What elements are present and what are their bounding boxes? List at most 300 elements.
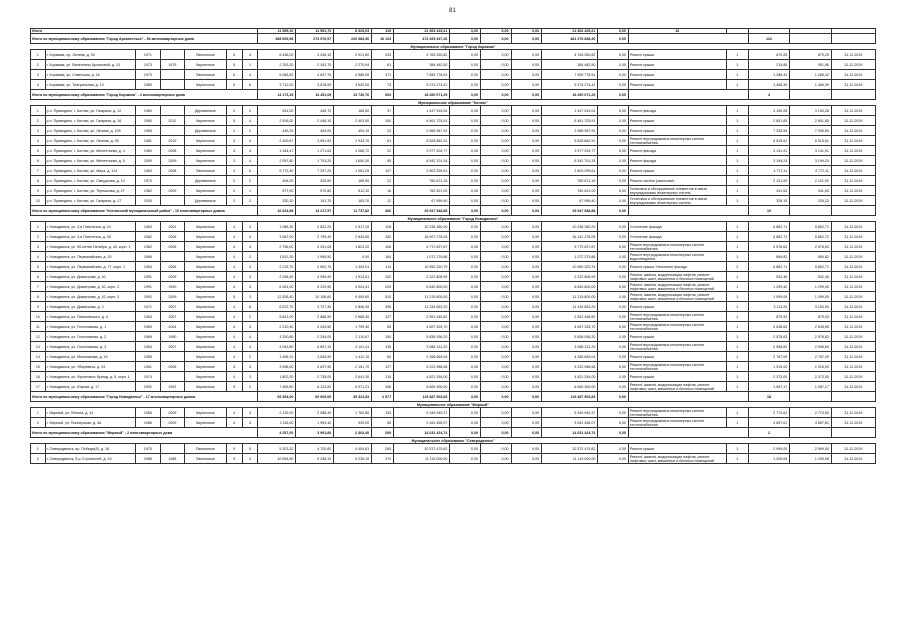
table-cell: г. Новодвинск, ул. 50-летия Октября, д. 40, корп. 1	[45, 242, 135, 252]
table-cell: 0,00	[511, 60, 542, 70]
table-cell: 0,00	[598, 80, 629, 90]
table-cell: 531,00	[258, 106, 296, 116]
table-cell: 0,00	[511, 252, 542, 262]
table-cell: 4 096,90	[296, 272, 334, 282]
total-value: 0,00	[480, 206, 511, 216]
table-cell: 0,00	[511, 136, 542, 146]
table-cell: 9	[31, 302, 46, 312]
table-cell: 2 253,20	[258, 60, 296, 70]
table-cell: 1 087,17	[790, 382, 832, 392]
table-cell: г. Мирный, ул. Ленина, д. 41	[45, 408, 135, 418]
table-cell: 2 222 806,99	[394, 272, 450, 282]
table-cell: 0,00	[480, 146, 511, 156]
table-row	[31, 262, 876, 272]
table-cell: 1959	[136, 156, 160, 166]
table-cell: 164	[372, 252, 394, 262]
table-cell: Кирпичные	[185, 312, 227, 322]
table-cell: 5 374 274,41	[394, 80, 450, 90]
table-cell: 1	[726, 322, 748, 332]
total-value: 13 451,09	[296, 90, 334, 100]
table-cell: 0,00	[480, 292, 511, 302]
table-cell: 1 288,42	[748, 70, 790, 80]
table-cell: 2 735,00	[296, 372, 334, 382]
table-cell: 0,00	[511, 272, 542, 282]
table-cell	[160, 444, 184, 454]
table-cell: 0,00	[450, 146, 481, 156]
table-cell: 2	[242, 106, 258, 116]
table-cell: г. Новодвинск, ул. Гоночникова, д. 1	[45, 322, 135, 332]
table-cell: 3 712,02	[258, 80, 296, 90]
table-cell: 2 222 806,99	[542, 272, 598, 282]
table-cell: 0,00	[450, 70, 481, 80]
table-cell: 3	[242, 372, 258, 382]
table-cell: 2 822,20	[296, 222, 334, 232]
empty-cell	[790, 34, 832, 44]
table-cell: 0,00	[450, 232, 481, 242]
table-cell: 0,00	[511, 146, 542, 156]
table-cell: 782 521,00	[394, 186, 450, 196]
table-cell: 6	[242, 166, 258, 176]
table-cell: 9 258,10	[296, 454, 334, 464]
table-cell: 6 438,00	[258, 50, 296, 60]
table-cell: 0,00	[598, 252, 629, 262]
table-cell: 3 088 131,20	[394, 342, 450, 352]
table-cell: 127	[372, 312, 394, 322]
table-cell: 1	[726, 126, 748, 136]
table-cell: 4	[226, 262, 242, 272]
table-cell: 2008	[160, 166, 184, 176]
table-cell: 9	[226, 382, 242, 392]
table-cell: 1 823,20	[334, 242, 372, 252]
table-cell: 0,00	[450, 106, 481, 116]
table-cell: 2007	[160, 312, 184, 322]
table-cell: 6 515,61	[790, 136, 832, 146]
table-cell: 1	[726, 272, 748, 282]
total-value: 3 991,80	[296, 428, 334, 438]
table-cell	[160, 106, 184, 116]
total-value: 0,00	[511, 90, 542, 100]
table-cell: Ремонт, замена, модернизация лифтов, ремонт лифтовых шахт, машинных и блочных помещений	[628, 292, 726, 302]
table-cell: 4 924,41	[334, 282, 372, 292]
table-cell: 0,00	[450, 292, 481, 302]
table-cell: 5 862,72	[790, 262, 832, 272]
table-cell: 2	[242, 176, 258, 186]
table-cell: 7 459,60	[258, 382, 296, 392]
table-cell: 1 447 515,04	[542, 106, 598, 116]
table-cell: р.п. Приводино, г. Котлас, ул. Терешкова, д. 27	[45, 186, 135, 196]
table-cell: 1	[31, 408, 46, 418]
table-cell: 7 555 778,51	[542, 70, 598, 80]
table-cell: 2 651,65	[790, 116, 832, 126]
table-cell: 61	[372, 136, 394, 146]
table-cell: 32 572 479,82	[394, 444, 450, 454]
table-cell: 404,00	[296, 126, 334, 136]
table-cell: 31.12.2019	[831, 302, 875, 312]
table-cell: 2 151,70	[334, 362, 372, 372]
table-cell: 2	[242, 352, 258, 362]
table-cell: 6 123,60	[296, 382, 334, 392]
table-cell	[160, 352, 184, 362]
table-cell: Ремонт крыши	[628, 352, 726, 362]
table-cell: 2	[726, 262, 748, 272]
table-cell: 5 349 949,37	[394, 408, 450, 418]
table-cell: Кирпичные	[185, 60, 227, 70]
table-cell: Ремонт внутридомовых инженерных систем теплоснабжения	[628, 242, 726, 252]
table-cell	[160, 176, 184, 186]
table-cell: 1 205,08	[790, 454, 832, 464]
table-cell: 0,00	[450, 332, 481, 342]
table-row	[31, 136, 876, 146]
empty-cell	[790, 206, 832, 216]
table-cell: 0,00	[598, 222, 629, 232]
table-row	[31, 196, 876, 206]
table-row	[31, 418, 876, 428]
table-cell: 2	[242, 312, 258, 322]
total-value: 13 217,97	[296, 206, 334, 216]
table-cell: 114	[372, 262, 394, 272]
table-cell: 0,00	[511, 222, 542, 232]
table-cell: 11 334 653,20	[542, 302, 598, 312]
table-cell: 760 671,15	[394, 176, 450, 186]
table-cell: Кирпичные	[185, 116, 227, 126]
table-cell: Панельные	[185, 70, 227, 80]
table-cell: 6 669 300,00	[394, 382, 450, 392]
table-cell: 286	[372, 382, 394, 392]
table-cell: 11 215 800,00	[394, 292, 450, 302]
table-row	[31, 80, 876, 90]
table-cell: 16 907 276,05	[394, 232, 450, 242]
table-cell: 0,00	[598, 282, 629, 292]
table-cell: 5	[226, 80, 242, 90]
table-cell: 870,25	[790, 50, 832, 60]
table-cell: 1961	[136, 362, 160, 372]
table-cell: 9 281 455,07	[394, 418, 450, 428]
total-value: 0,00	[598, 90, 629, 100]
table-cell: 0,00	[511, 332, 542, 342]
table-row	[31, 302, 876, 312]
table-cell: 3	[226, 362, 242, 372]
table-cell: 4	[226, 372, 242, 382]
table-cell: 81	[372, 60, 394, 70]
table-cell: 0,00	[598, 156, 629, 166]
table-cell: 3 977 204,77	[394, 146, 450, 156]
table-cell: 3 067,00	[258, 232, 296, 242]
table-cell: Кирпичные	[185, 282, 227, 292]
table-cell: Ремонт внутридомовых инженерных систем теплоснабжения	[628, 136, 726, 146]
table-cell: 3	[242, 418, 258, 428]
table-cell: 9	[31, 186, 46, 196]
table-cell: 1 072 279,86	[542, 252, 598, 262]
table-cell: 5	[226, 116, 242, 126]
total-row	[31, 34, 876, 44]
table-cell: 1 205,08	[748, 454, 790, 464]
table-cell: 870,25	[748, 50, 790, 60]
table-cell: 31.12.2019	[831, 146, 875, 156]
table-cell: Кирпичные	[185, 146, 227, 156]
table-cell: 8	[31, 176, 46, 186]
table-cell: 3 141,91	[790, 146, 832, 156]
table-cell: г. Новодвинск, ул. Южная, д. 17	[45, 382, 135, 392]
table-cell: 0,00	[480, 312, 511, 322]
table-row	[31, 342, 876, 352]
table-cell: 2006	[160, 242, 184, 252]
table-cell: 16	[31, 372, 46, 382]
table-cell: 0,00	[598, 444, 629, 454]
table-cell: 5 323,32	[258, 444, 296, 454]
total-value: 0,00	[450, 29, 481, 34]
table-cell: 2 637,90	[296, 362, 334, 372]
table-cell: 512,30	[334, 186, 372, 196]
table-cell: 2 774,63	[748, 408, 790, 418]
table-cell: 0,00	[480, 252, 511, 262]
table-cell: 2 097,60	[258, 156, 296, 166]
table-cell: 2 578,63	[748, 242, 790, 252]
table-cell: 0,00	[450, 196, 481, 206]
table-row	[31, 372, 876, 382]
table-cell	[160, 126, 184, 136]
table-cell: 7 555 778,51	[394, 70, 450, 80]
section-title: Муниципальное образование "Город Новодвинск"	[31, 216, 876, 222]
table-cell: 233	[372, 50, 394, 60]
table-cell: 1934	[136, 196, 160, 206]
table-cell: 5 772,40	[258, 166, 296, 176]
table-cell: 1969	[136, 322, 160, 332]
table-cell: Деревянные	[185, 106, 227, 116]
table-cell: Ремонт фасада	[628, 156, 726, 166]
table-cell: Ремонт фасада	[628, 106, 726, 116]
table-cell: Ремонт внутридомовых инженерных систем теплоснабжения	[628, 312, 726, 322]
table-cell: 6 669 300,00	[542, 382, 598, 392]
table-cell: 2 191,00	[790, 176, 832, 186]
table-cell: 11	[31, 322, 46, 332]
table-cell: 9 235,10	[334, 454, 372, 464]
table-cell: 5 772 637,87	[394, 242, 450, 252]
page-number: 81	[449, 8, 456, 14]
table-cell: 3	[242, 272, 258, 282]
table-cell: 0,00	[598, 116, 629, 126]
table-cell: 4	[226, 322, 242, 332]
table-cell: р.п. Приводино, г. Котлас, ул. Свердлова, д. 10	[45, 176, 135, 186]
table-cell: 0,00	[450, 126, 481, 136]
total-value: 2	[748, 428, 790, 438]
total-value: 604	[372, 90, 394, 100]
total-row	[31, 206, 876, 216]
table-cell: 0,00	[480, 106, 511, 116]
table-cell: 0,00	[511, 292, 542, 302]
table-cell: 2001	[160, 222, 184, 232]
table-cell: 1962	[136, 242, 160, 252]
table-cell: 1 802,20	[258, 372, 296, 382]
table-cell: Деревянные	[185, 196, 227, 206]
table-cell: 0,00	[334, 252, 372, 262]
table-cell: 0,00	[511, 80, 542, 90]
table-cell: 1 299,40	[790, 282, 832, 292]
table-cell: 1	[726, 156, 748, 166]
table-cell: Кирпичные	[185, 262, 227, 272]
table-cell: 0,00	[450, 418, 481, 428]
table-cell: 1	[726, 106, 748, 116]
table-cell: 31.12.2019	[831, 382, 875, 392]
table-cell: 127	[372, 362, 394, 372]
table-cell: 0,00	[511, 186, 542, 196]
table-cell: 2008	[160, 146, 184, 156]
table-cell: 3	[242, 292, 258, 302]
total-value	[628, 90, 748, 100]
table-cell: 0,00	[480, 454, 511, 464]
table-cell: 0,00	[480, 322, 511, 332]
table-cell: 5 374 274,41	[542, 80, 598, 90]
table-cell: 0,00	[450, 262, 481, 272]
table-cell: 2 373,00	[748, 372, 790, 382]
table-cell: 2006	[160, 232, 184, 242]
total-value: 220 683,30	[334, 34, 372, 44]
table-cell: 10 894,60	[258, 454, 296, 464]
table-cell: 1966	[136, 252, 160, 262]
table-cell: 11 115 000,00	[542, 454, 598, 464]
table-cell: 4 821 254,00	[542, 372, 598, 382]
table-cell: Кирпичные	[185, 332, 227, 342]
table-cell: 1	[726, 362, 748, 372]
table-cell: 4	[226, 418, 242, 428]
table-cell: Кирпичные	[185, 80, 227, 90]
table-cell: г. Коряжма, ул. Валентины Архиповой, д. 13	[45, 60, 135, 70]
table-cell: 31.12.2019	[831, 312, 875, 322]
table-cell: 31.12.2019	[831, 252, 875, 262]
table-cell: Кирпичные	[185, 222, 227, 232]
table-row	[31, 60, 876, 70]
table-cell: Кирпичные	[185, 292, 227, 302]
table-cell: 404,10	[334, 126, 372, 136]
table-cell: 1963	[136, 222, 160, 232]
table-cell: 2 921,80	[334, 50, 372, 60]
table-cell: 2004	[160, 322, 184, 332]
table-cell: 0,00	[598, 166, 629, 176]
total-value: 0,00	[480, 392, 511, 402]
table-cell: 1	[242, 186, 258, 196]
table-row	[31, 444, 876, 454]
table-cell: 1 915,00	[748, 362, 790, 372]
table-cell: 1	[726, 186, 748, 196]
total-value: 0,00	[480, 428, 511, 438]
table-cell: 0,00	[450, 312, 481, 322]
table-cell: р.п. Приводино, г. Котлас, ул. Гагарина, д. 16	[45, 116, 135, 126]
total-value: 472 269 437,26	[394, 34, 450, 44]
table-cell: 5 862,71	[748, 222, 790, 232]
table-cell: 2 846,30	[334, 302, 372, 312]
table-cell: 12	[372, 196, 394, 206]
table-cell: 1971	[136, 50, 160, 60]
table-cell: 22	[372, 146, 394, 156]
table-cell: 875,93	[790, 312, 832, 322]
table-cell: 2 551 446,82	[542, 312, 598, 322]
table-cell: 3	[226, 136, 242, 146]
table-cell: 4	[226, 232, 242, 242]
table-cell: Кирпичные	[185, 232, 227, 242]
table-cell: 0,00	[598, 292, 629, 302]
section-title: Муниципальное образование "Мирный"	[31, 402, 876, 408]
table-cell: 12 828,40	[258, 292, 296, 302]
table-cell: 11 334 653,20	[394, 302, 450, 312]
table-cell: 2 602,70	[296, 262, 334, 272]
table-cell: 7	[31, 166, 46, 176]
table-cell: 0,00	[480, 418, 511, 428]
table-cell: 1 266,72	[334, 146, 372, 156]
table-cell: 1	[726, 80, 748, 90]
table-cell: 2007	[160, 342, 184, 352]
table-cell: 1 650,30	[334, 156, 372, 166]
table-cell: 1	[726, 444, 748, 454]
table-cell: Кирпичные	[185, 302, 227, 312]
table-cell: Деревянные	[185, 126, 227, 136]
table-cell: Панельные	[185, 166, 227, 176]
table-cell: 0,00	[511, 196, 542, 206]
empty-cell	[831, 392, 875, 402]
total-label: Итого по муниципальному образованию "Котласский муниципальный район" - 10 многоквартирных домов	[31, 206, 258, 216]
table-cell: 4	[226, 352, 242, 362]
table-cell: 3	[31, 70, 46, 80]
table-cell: 2 774,63	[790, 408, 832, 418]
table-cell: 3	[31, 126, 46, 136]
table-cell: 2	[31, 60, 46, 70]
table-cell: 2 796,00	[258, 242, 296, 252]
table-row	[31, 146, 876, 156]
table-cell: 2 342,70	[296, 60, 334, 70]
table-cell: 2007	[160, 302, 184, 312]
table-cell: 2 965 967,92	[394, 126, 450, 136]
table-cell: 163,70	[334, 196, 372, 206]
total-value: 18 260 071,29	[394, 90, 450, 100]
table-cell: 2012	[160, 116, 184, 126]
table-cell: 265	[372, 444, 394, 454]
table-cell: Ремонт крыши	[628, 444, 726, 454]
table-cell: 22	[372, 176, 394, 186]
table-cell: 0,00	[480, 382, 511, 392]
total-value: 119	[372, 29, 394, 34]
table-cell: Кирпичные	[185, 322, 227, 332]
table-cell: 3	[226, 146, 242, 156]
table-cell: 2	[226, 186, 242, 196]
table-cell: 0,00	[450, 156, 481, 166]
table-cell: 2	[31, 454, 46, 464]
table-cell: 10 950 320,79	[542, 262, 598, 272]
table-cell: 875,93	[748, 312, 790, 322]
table-cell: г. Новодвинск, ул. Гоночникова, д. 3	[45, 342, 135, 352]
table-cell: 0,00	[598, 272, 629, 282]
total-value: 69 394,00	[258, 392, 296, 402]
table-cell: 3 199,24	[748, 156, 790, 166]
table-cell: Кирпичные	[185, 418, 227, 428]
table-row	[31, 50, 876, 60]
table-cell: 0,00	[598, 408, 629, 418]
table-cell: г. Новодвинск, ул. Пахачевского, д. 4	[45, 312, 135, 322]
total-value: 0,00	[450, 34, 481, 44]
table-cell: Установка и обслуживание элементов в связи внутридомовых инженерных систем	[628, 186, 726, 196]
table-cell: 4 772,11	[790, 166, 832, 176]
table-cell: Панельные	[185, 454, 227, 464]
table-cell: 6	[31, 272, 46, 282]
table-cell: 1964	[136, 312, 160, 322]
table-cell: 2 578,63	[790, 242, 832, 252]
total-value	[628, 428, 748, 438]
table-cell: 1971	[136, 302, 160, 312]
table-cell: 31.12.2019	[831, 176, 875, 186]
table-cell: 4 837,70	[296, 70, 334, 80]
table-cell: 6 640 800,00	[542, 282, 598, 292]
table-cell: 2 641,30	[334, 372, 372, 382]
total-value: 273 976,57	[296, 34, 334, 44]
table-cell	[160, 252, 184, 262]
empty-cell	[831, 428, 875, 438]
